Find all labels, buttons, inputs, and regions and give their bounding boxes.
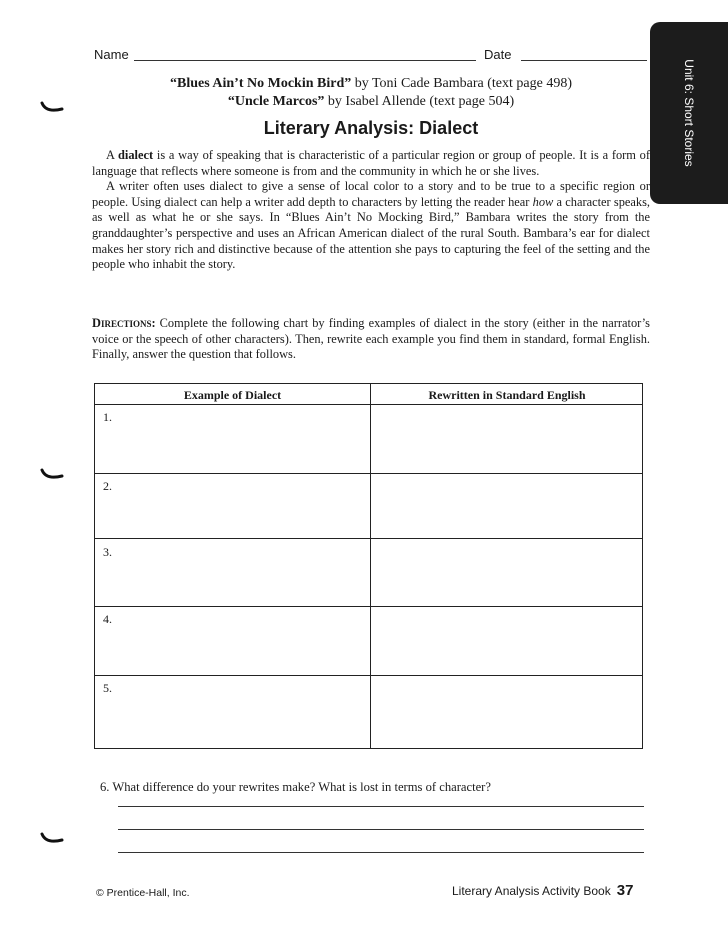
directions-text: Complete the following chart by finding examples of dialect in the story (either in the narrator’s voice or the speech of other characters). Then, rewrite each example you find them in standard, formal English. Finally, answer the question that follows.: [92, 316, 650, 362]
name-label: Name: [94, 47, 129, 62]
intro-p2-italic: how: [532, 194, 554, 209]
book-title: Literary Analysis Activity Book: [452, 884, 611, 898]
chart-row-number: 3.: [103, 545, 112, 559]
chart-header-rewritten: Rewritten in Standard English: [428, 388, 586, 402]
answer-line[interactable]: [118, 852, 644, 853]
page-title: Literary Analysis: Dialect: [263, 118, 479, 138]
copyright: © Prentice-Hall, Inc.: [96, 887, 190, 899]
directions-label: Directions:: [92, 316, 156, 330]
hole-punch-mark-icon: [40, 468, 64, 482]
chart-row-rule: [95, 675, 642, 676]
dialect-term: dialect: [118, 148, 154, 162]
chart-row-number: 4.: [103, 612, 112, 626]
chart-header-rule: [95, 404, 642, 405]
chart-row-number: 1.: [103, 410, 112, 424]
story-author-1: by Toni Cade Bambara (text page 498): [351, 76, 572, 91]
hole-punch-mark-icon: [40, 101, 64, 115]
chart-row-rule: [95, 473, 642, 474]
intro-p1-start: A: [106, 148, 119, 162]
intro-paragraph-1: [92, 148, 650, 179]
intro-p2-rest: a character speaks, as well as what he or she says. In “Blues Ain’t No Mocking Bird,” Bambara writes the story from the granddaughter’s perspective and uses an African American dialect of the rural South. Bambara’s ear for dialect makes her story rich and distinctive because of the attention she pays to capturing the feel of the setting and the people who inhabit the story.: [92, 194, 650, 272]
answer-line[interactable]: [118, 806, 644, 807]
intro-paragraph-2: [92, 179, 650, 273]
hole-punch-mark-icon: [40, 832, 64, 846]
intro-p2-start: A writer often uses dialect to give a sense of local color to a story and to be true to a specific region or people. Using dialect can help a writer add depth to characters by letting the reader hear: [92, 179, 650, 209]
directions: [92, 316, 650, 363]
intro-text: [92, 148, 650, 273]
story-author-2: by Isabel Allende (text page 504): [324, 94, 515, 109]
chart-row-rule: [95, 606, 642, 607]
date-field[interactable]: [521, 60, 647, 61]
date-label: Date: [484, 47, 512, 62]
chart-header-example: Example of Dialect: [183, 388, 282, 402]
chart-row-rule: [95, 538, 642, 539]
intro-p1-rest: is a way of speaking that is characteristic of a particular region or group of people. It is a form of language that reflects where someone is from and the community in which he or she lives.: [92, 148, 650, 178]
story-title-1: “Blues Ain’t No Mockin Bird”: [169, 76, 352, 91]
name-field[interactable]: [134, 60, 476, 61]
story-title-2: “Uncle Marcos”: [227, 94, 325, 109]
chart-row-number: 5.: [103, 681, 112, 695]
chart-row-number: 2.: [103, 479, 112, 493]
citation-line-1: [96, 76, 646, 92]
chart-column-divider: [370, 384, 371, 748]
dialect-chart: [94, 383, 643, 749]
footer-book-info: [452, 882, 633, 899]
page-number: 37: [616, 882, 634, 899]
side-tab-label: Unit 6: Short Stories: [682, 59, 696, 167]
citation-line-2: [96, 94, 646, 110]
question-6: 6. What difference do your rewrites make? What is lost in terms of character?: [100, 780, 491, 794]
answer-line[interactable]: [118, 829, 644, 830]
